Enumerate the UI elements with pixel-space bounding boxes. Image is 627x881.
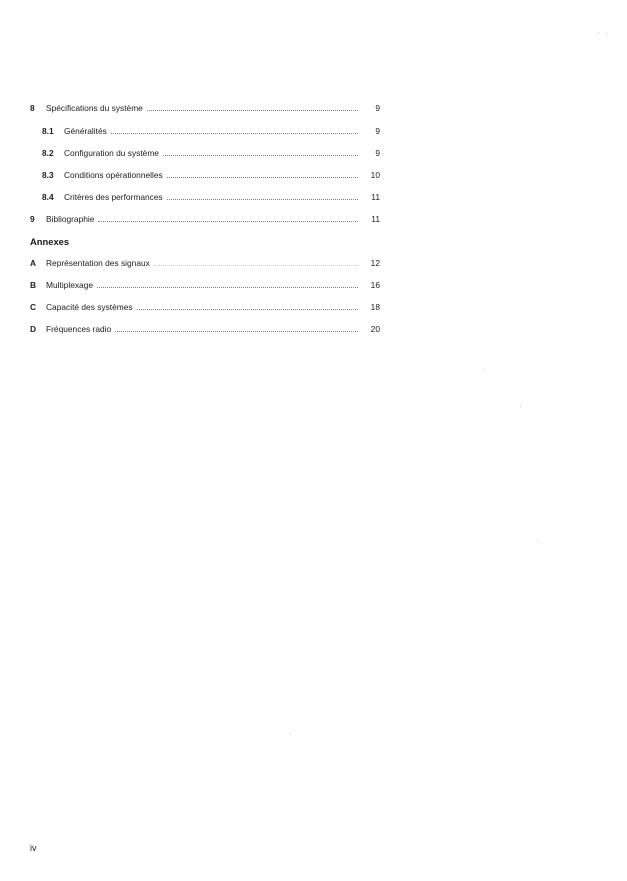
toc-entry-number: 9 [30, 214, 35, 224]
toc-entry-page: 9 [375, 148, 380, 158]
annex-entry-a[interactable] [30, 256, 380, 268]
dot-leader [111, 132, 358, 134]
scan-speck [520, 406, 521, 407]
dot-leader [167, 176, 358, 178]
toc-entry-page: 9 [375, 126, 380, 136]
page-number: iv [30, 843, 37, 853]
dot-leader [147, 109, 358, 111]
toc-entry-title: Généralités [64, 126, 107, 136]
dot-leader [98, 220, 358, 222]
annex-page: 12 [370, 258, 380, 268]
annex-entry-c[interactable] [30, 300, 380, 312]
scan-speck [598, 32, 599, 33]
toc-entry-title: Configuration du système [64, 148, 159, 158]
toc-entry-9[interactable] [30, 212, 380, 224]
annex-entry-d[interactable] [30, 322, 380, 334]
toc-entry-number: 8.1 [42, 126, 54, 136]
annex-letter: A [30, 258, 37, 268]
annex-page: 18 [370, 302, 380, 312]
dot-leader [163, 154, 358, 156]
toc-entry-8-3[interactable] [42, 168, 380, 180]
dot-leader [115, 330, 358, 332]
toc-entry-8-1[interactable] [42, 124, 380, 136]
toc-entry-page: 11 [371, 192, 380, 202]
toc-entry-number: 8.2 [42, 148, 54, 158]
toc-entry-title: Conditions opérationnelles [64, 170, 163, 180]
toc-entry-title: Spécifications du système [46, 103, 143, 113]
toc-entry-page: 10 [370, 170, 380, 180]
annex-title: Capacité des systèmes [46, 302, 133, 312]
toc-entry-number: 8.3 [42, 170, 54, 180]
toc-entry-8[interactable] [30, 101, 380, 113]
scan-speck [538, 540, 539, 541]
annex-title: Représentation des signaux [46, 258, 150, 268]
scan-speck [484, 369, 485, 370]
toc-entry-number: 8 [30, 103, 35, 113]
toc-entry-title: Bibliographie [46, 214, 95, 224]
toc-entry-8-2[interactable] [42, 146, 380, 158]
scan-speck [606, 33, 607, 34]
toc-entry-page: 9 [375, 103, 380, 113]
annexes-heading: Annexes [30, 236, 70, 247]
toc-entry-8-4[interactable] [42, 190, 380, 202]
dot-leader [167, 198, 358, 200]
annex-title: Multiplexage [46, 280, 94, 290]
toc-entry-number: 8.4 [42, 192, 54, 202]
annex-page: 20 [370, 324, 380, 334]
dot-leader [97, 286, 358, 288]
annex-letter: D [30, 324, 37, 334]
scan-speck [290, 733, 291, 734]
annex-entry-b[interactable] [30, 278, 380, 290]
annex-letter: C [30, 302, 37, 312]
dot-leader [154, 264, 358, 266]
annex-title: Fréquences radio [46, 324, 112, 334]
toc-entry-page: 11 [371, 214, 380, 224]
dot-leader [137, 308, 358, 310]
toc-entry-title: Critères des performances [64, 192, 163, 202]
annex-letter: B [30, 280, 37, 290]
annex-page: 16 [370, 280, 380, 290]
